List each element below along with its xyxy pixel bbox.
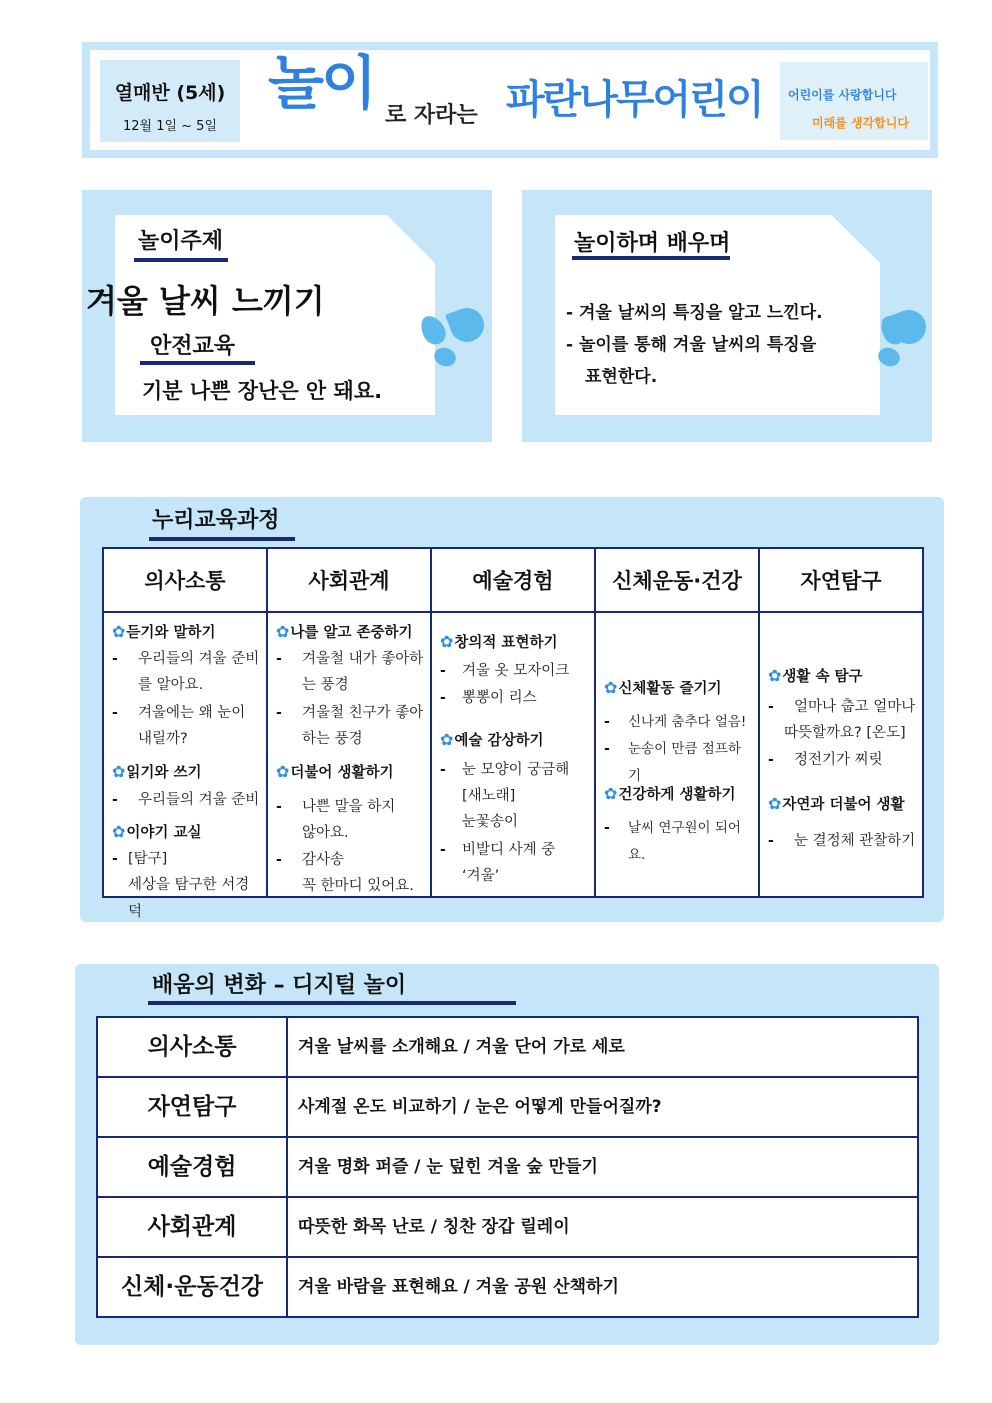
water-drop-icon <box>432 345 459 369</box>
activity: 를 알아요. <box>138 677 204 693</box>
flower-icon: ✿ <box>276 622 290 641</box>
row-activity: 겨울 날씨를 소개해요 / 겨울 단어 가로 세로 <box>298 1037 625 1057</box>
dash: - <box>276 852 282 868</box>
learn-underline <box>572 256 730 260</box>
nuri-title: 누리교육과정 <box>152 508 280 533</box>
activity: 눈 결정체 관찰하기 <box>794 833 916 849</box>
learn-line: - 겨울 날씨의 특징을 알고 느낀다. <box>566 303 823 323</box>
activity: 내릴까? <box>138 731 188 747</box>
water-drop-icon <box>445 303 489 347</box>
activity: 눈 모양이 궁금해 <box>462 762 570 778</box>
activity: 겨울철 친구가 좋아 <box>302 705 424 721</box>
digital-table <box>96 1016 919 1318</box>
row-category: 사회관계 <box>98 1198 288 1256</box>
category: ✿읽기와 쓰기 <box>112 762 202 781</box>
header-inner <box>90 50 930 150</box>
row-activity: 따뜻한 화목 난로 / 칭찬 장갑 릴레이 <box>298 1217 570 1237</box>
activity: 뽕뽕이 리스 <box>462 690 537 706</box>
learn-label: 놀이하며 배우며 <box>574 231 731 256</box>
digital-underline <box>148 1001 516 1005</box>
theme-underline <box>134 258 228 262</box>
dash: - <box>112 792 118 808</box>
title-play: 놀이 <box>268 49 375 117</box>
title-mid: 로 자라는 <box>385 103 478 128</box>
slogan-1: 어린이를 사랑합니다 <box>788 88 897 102</box>
activity: 하는 풍경 <box>302 731 363 747</box>
activity: 는 풍경 <box>302 677 349 693</box>
activity: 눈송이 만큼 점프하기 <box>628 741 741 784</box>
flower-icon: ✿ <box>768 794 782 813</box>
activity: 날씨 연구원이 되어요. <box>628 820 741 863</box>
slogan-box <box>780 62 928 140</box>
nuri-col-art <box>432 549 596 896</box>
digital-title: 배움의 변화 – 디지털 놀이 <box>152 973 407 998</box>
dash: - <box>768 752 774 768</box>
category: ✿더불어 생활하기 <box>276 762 394 781</box>
dash: - <box>112 705 118 721</box>
theme-text: 겨울 날씨 느끼기 <box>86 282 325 320</box>
activity: 않아요. <box>302 825 349 841</box>
flower-icon: ✿ <box>440 730 454 749</box>
slogan-2: 미래를 생각합니다 <box>812 116 909 130</box>
activity: 비발디 사계 중 <box>462 842 556 858</box>
activity: [탐구] <box>128 851 168 867</box>
category: ✿생활 속 탐구 <box>768 666 863 685</box>
class-box <box>100 60 240 142</box>
dash: - <box>440 762 446 778</box>
category: ✿듣기와 말하기 <box>112 622 216 641</box>
row-activity: 겨울 명화 퍼즐 / 눈 덮힌 겨울 숲 만들기 <box>298 1157 598 1177</box>
activity: ‘겨울’ <box>462 868 500 884</box>
school-name: 파란나무어린이 <box>506 77 763 123</box>
category: ✿자연과 더불어 생활 <box>768 794 905 813</box>
dash: - <box>768 833 774 849</box>
table-row <box>98 1258 917 1316</box>
col-header: 신체운동·건강 <box>596 549 758 613</box>
table-row <box>98 1138 917 1198</box>
category: ✿이야기 교실 <box>112 822 202 841</box>
table-row <box>98 1198 917 1258</box>
row-activity: 사계절 온도 비교하기 / 눈은 어떻게 만들어질까? <box>298 1097 662 1117</box>
dash: - <box>604 741 610 757</box>
col-header: 자연탐구 <box>760 549 922 613</box>
category: ✿창의적 표현하기 <box>440 632 558 651</box>
dash: - <box>112 651 118 667</box>
row-activity: 겨울 바람을 표현해요 / 겨울 공원 산책하기 <box>298 1277 619 1297</box>
flower-icon: ✿ <box>276 762 290 781</box>
col-header: 사회관계 <box>268 549 430 613</box>
safety-underline <box>140 361 255 365</box>
activity: 따뜻할까요? [온도] <box>784 725 906 741</box>
flower-icon: ✿ <box>112 822 126 841</box>
learn-line: 표현한다. <box>585 367 658 387</box>
nuri-underline <box>149 537 295 541</box>
nuri-col-nature <box>760 549 922 896</box>
dash: - <box>276 705 282 721</box>
dash: - <box>276 799 282 815</box>
dash: - <box>440 842 446 858</box>
activity: 눈꽃송이 <box>462 814 519 830</box>
flower-icon: ✿ <box>112 762 126 781</box>
category: ✿예술 감상하기 <box>440 730 544 749</box>
table-row <box>98 1018 917 1078</box>
row-category: 예술경험 <box>98 1138 288 1196</box>
nuri-col-communication <box>104 549 268 920</box>
class-name: 열매반 (5세) <box>114 82 226 104</box>
dash: - <box>768 699 774 715</box>
activity: 꼭 한마디 있어요. <box>302 878 414 894</box>
category: ✿건강하게 생활하기 <box>604 784 736 803</box>
nuri-col-health <box>596 549 760 896</box>
activity: 겨울철 내가 좋아하 <box>302 651 424 667</box>
activity: 우리들의 겨울 준비 <box>138 792 260 808</box>
activity: 겨울에는 왜 눈이 <box>138 705 246 721</box>
theme-label: 놀이주제 <box>138 229 224 254</box>
activity: 나쁜 말을 하지 <box>302 799 396 815</box>
activity: 신나게 춤추다 얼음! <box>628 714 747 730</box>
dash: - <box>112 851 118 867</box>
activity: [새노래] <box>462 788 516 804</box>
dash: - <box>604 714 610 730</box>
category: ✿나를 알고 존중하기 <box>276 622 413 641</box>
col-header: 예술경험 <box>432 549 594 613</box>
category: ✿신체활동 즐기기 <box>604 678 722 697</box>
dash: - <box>604 820 610 836</box>
header-panel <box>82 42 938 158</box>
flower-icon: ✿ <box>112 622 126 641</box>
date-range: 12월 1일 ~ 5일 <box>122 119 218 134</box>
dash: - <box>276 651 282 667</box>
col-header: 의사소통 <box>104 549 266 613</box>
activity: 세상을 탐구한 서경덕 <box>128 877 250 920</box>
nuri-table <box>102 547 924 920</box>
activity: 겨울 옷 모자이크 <box>462 663 570 679</box>
nuri-col-social <box>268 549 432 896</box>
flower-icon: ✿ <box>440 632 454 651</box>
activity: 정전기가 찌릿 <box>794 752 883 768</box>
activity: 감사송 <box>302 852 345 868</box>
flower-icon: ✿ <box>768 666 782 685</box>
flower-icon: ✿ <box>604 784 618 803</box>
row-category: 의사소통 <box>98 1018 288 1076</box>
row-category: 신체·운동건강 <box>98 1258 288 1316</box>
dash: - <box>440 663 446 679</box>
table-row <box>98 1078 917 1138</box>
safety-label: 안전교육 <box>150 334 236 359</box>
safety-text: 기분 나쁜 장난은 안 돼요. <box>142 379 383 403</box>
activity: 우리들의 겨울 준비 <box>138 651 260 667</box>
activity: 얼마나 춥고 얼마나 <box>794 699 916 715</box>
learn-line: - 놀이를 통해 겨울 날씨의 특징을 <box>566 335 817 355</box>
row-category: 자연탐구 <box>98 1078 288 1136</box>
flower-icon: ✿ <box>604 678 618 697</box>
dash: - <box>440 690 446 706</box>
